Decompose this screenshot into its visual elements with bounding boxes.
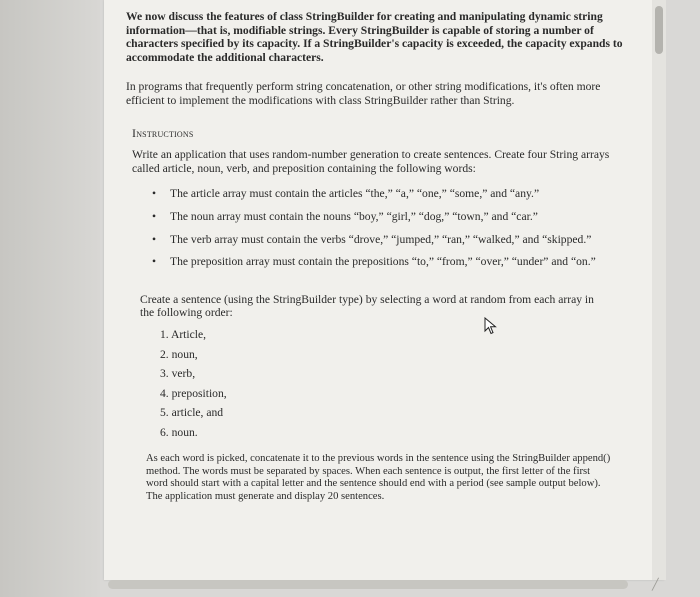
paragraph-efficiency: In programs that frequently perform string concatenation, or other string modifications, it's often more efficient to implement the modifications with class StringBuilder rather than String. — [126, 80, 601, 107]
list-item-verb-array: • The verb array must contain the verbs “drove,” “jumped,” “ran,” “walked,” and “skipped.” — [148, 233, 626, 247]
list-item-preposition-array: • The preposition array must contain the prepositions “to,” “from,” “over,” “under” and “on.” — [148, 255, 626, 269]
instructions-intro: Write an application that uses random-number generation to create sentences. Create four String arrays called article, noun, verb, and preposition containing the following words: — [132, 148, 610, 175]
order-item: 2. noun, — [160, 347, 198, 361]
vertical-scrollbar-thumb[interactable] — [655, 6, 663, 54]
document-content — [126, 10, 626, 503]
vertical-scrollbar[interactable] — [652, 0, 666, 580]
order-item: 6. noun. — [160, 425, 198, 439]
instructions-heading: Instructions — [132, 125, 194, 140]
paragraph-create-sentence: Create a sentence (using the StringBuilder type) by selecting a word at random from each array in the following order: — [140, 292, 594, 320]
word-order-list — [160, 328, 626, 440]
background-left — [0, 0, 100, 597]
resize-grip-icon[interactable]: ╱ — [652, 579, 659, 591]
order-item: 5. article, and — [160, 406, 224, 420]
list-item-noun-array: • The noun array must contain the nouns “boy,” “girl,” “dog,” “town,” and “car.” — [148, 210, 626, 224]
horizontal-scrollbar[interactable] — [108, 580, 628, 589]
paragraph-append-instructions: As each word is picked, concatenate it to the previous words in the sentence using the StringBuilder append() method. The words must be separated by spaces. When each sentence is output, the first letter of the first word should start with a capital letter and the sentence should end with a period (see sample output below). The application must generate and display 20 sentences. — [146, 453, 611, 502]
list-item-article-array: • The article array must contain the articles “the,” “a,” “one,” “some,” and “any.” — [148, 187, 626, 201]
mouse-pointer-icon — [484, 317, 498, 335]
order-item: 3. verb, — [160, 367, 196, 381]
paragraph-stringbuilder-intro: We now discuss the features of class StringBuilder for creating and manipulating dynamic string information—that is, modifiable strings. Every StringBuilder is capable of storing a number of characters specified by its capacity. If a StringBuilder's capacity is exceeded, the capacity expands to accommodate the additional characters. — [126, 10, 623, 64]
order-item: 4. preposition, — [160, 386, 227, 400]
word-array-list — [148, 187, 626, 268]
order-item: 1. Article, — [160, 327, 207, 341]
